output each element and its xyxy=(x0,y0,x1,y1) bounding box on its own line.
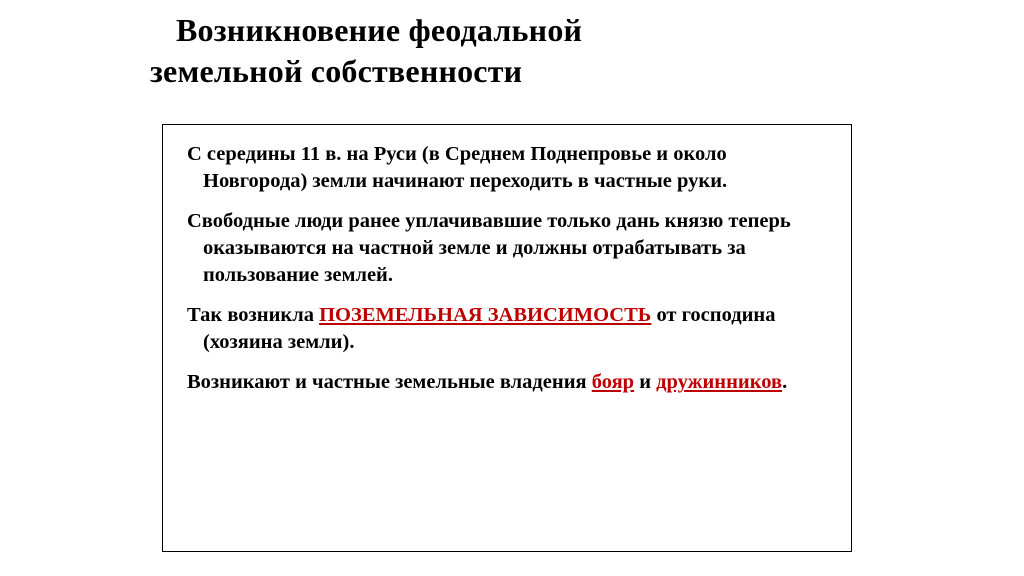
paragraph-4 xyxy=(177,369,835,396)
paragraph-2 xyxy=(177,208,835,288)
content-box xyxy=(162,124,852,552)
highlight-boyar: бояр xyxy=(591,371,635,394)
paragraph-1-text: С середины 11 в. на Руси (в Среднем Поднепровье и около Новгорода) земли начинают переходить в частные руки. xyxy=(187,143,728,192)
paragraph-4-text-after: . xyxy=(782,371,788,394)
paragraph-2-text: Свободные люди ранее уплачивавшие только дань князю теперь оказываются на частной земле и должны отрабатывать за пользование землей. xyxy=(187,210,791,286)
page-title-line-1: Возникновение феодальной xyxy=(176,12,583,48)
paragraph-3-text-before: Так возникла xyxy=(187,304,320,327)
paragraph-3-text-after: от господина (хозяина земли). xyxy=(203,304,776,353)
highlight-druzhinnikov: дружинников xyxy=(656,371,783,394)
highlight-pozemelnaya-zavisimost: ПОЗЕМЕЛЬНАЯ ЗАВИСИМОСТЬ xyxy=(319,304,652,327)
page-title xyxy=(150,10,910,92)
page-title-line-2: земельной собственности xyxy=(150,52,523,89)
paragraph-1 xyxy=(177,141,835,194)
paragraph-3 xyxy=(177,302,835,355)
paragraph-4-text-middle: и xyxy=(634,371,657,394)
paragraph-4-text-before: Возникают и частные земельные владения xyxy=(187,371,592,394)
